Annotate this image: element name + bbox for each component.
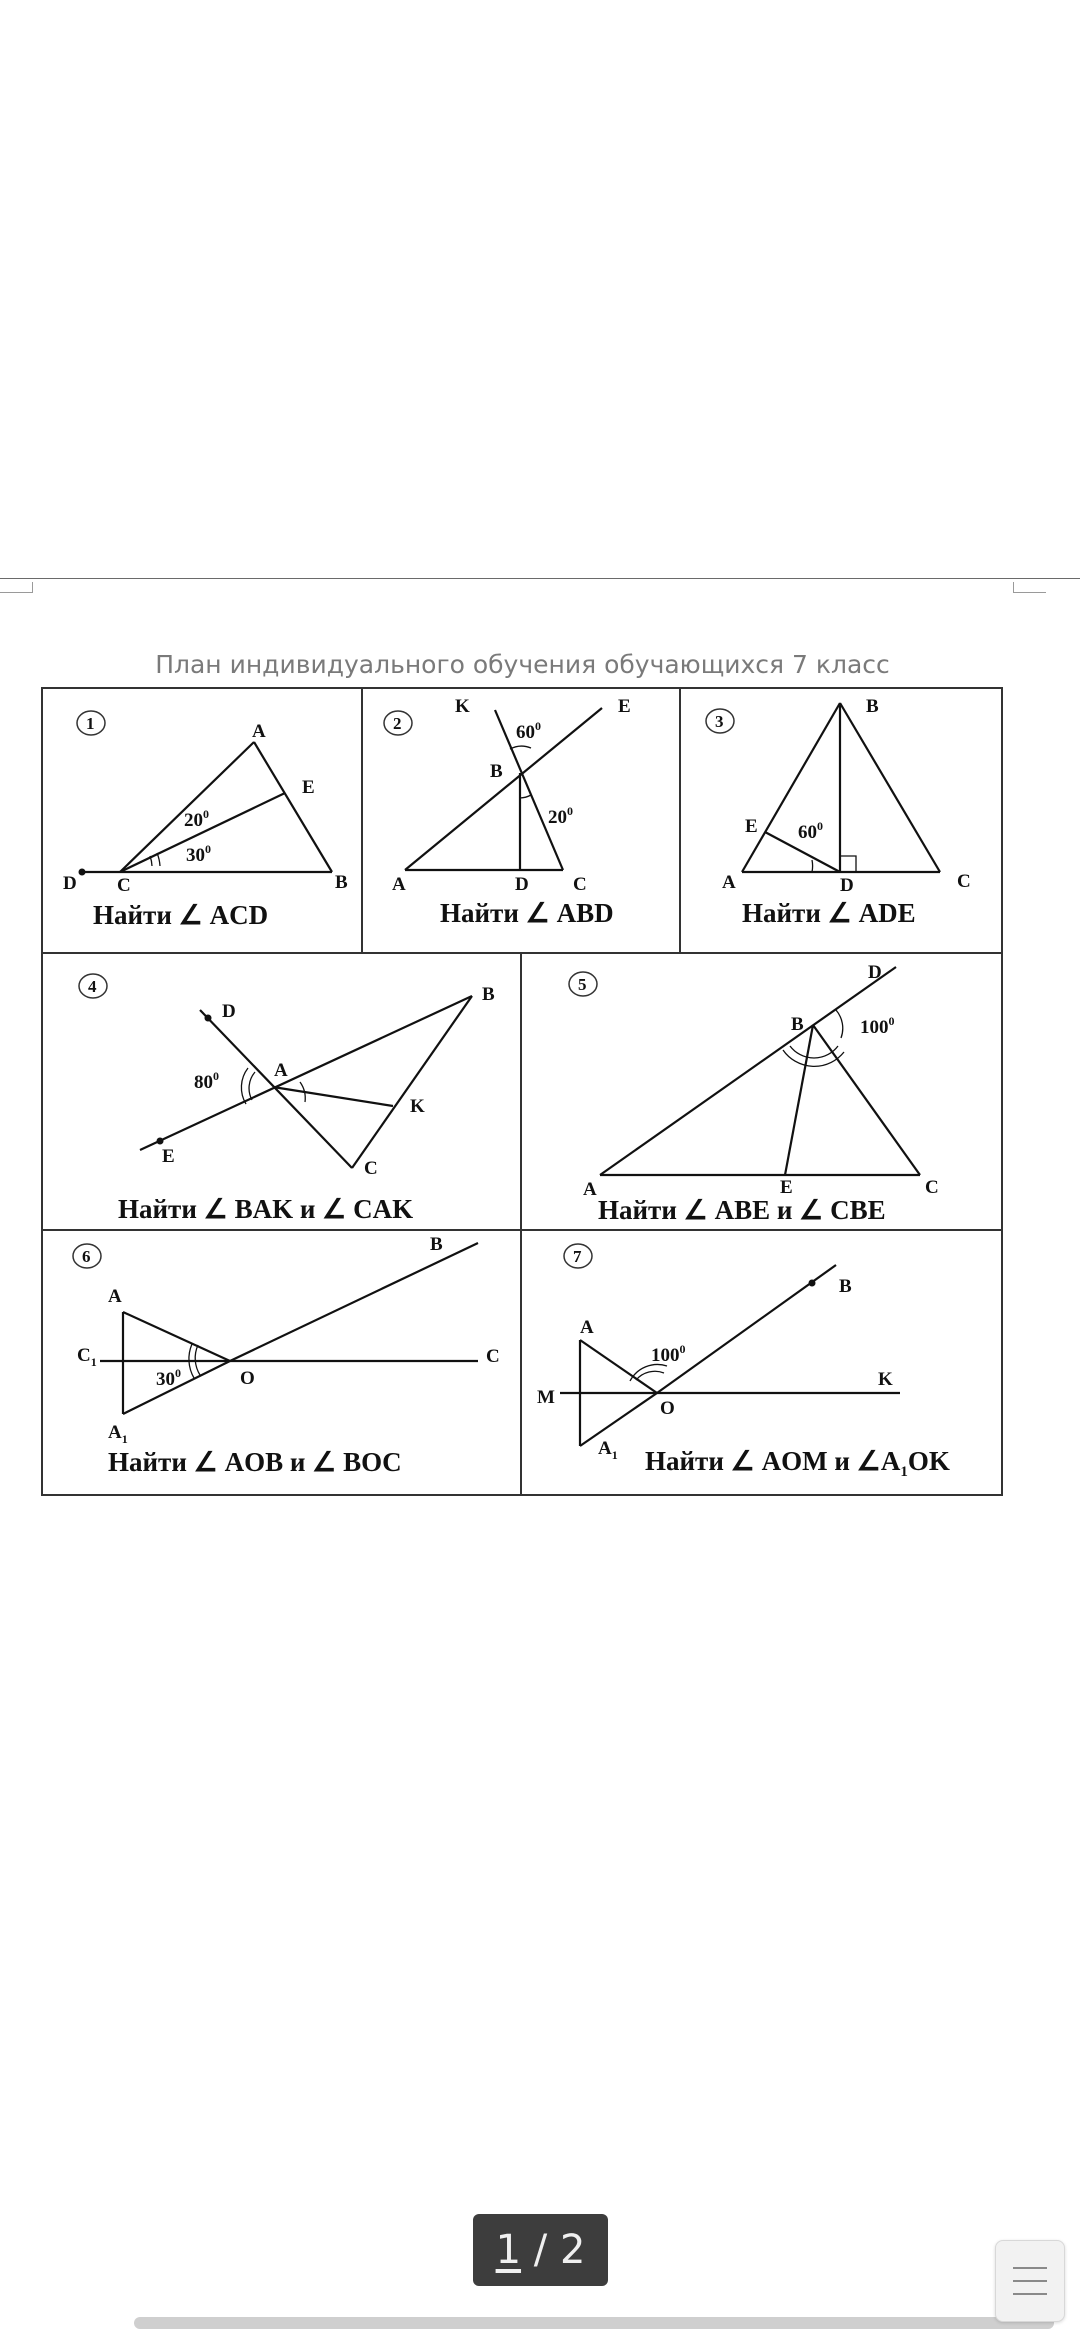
- hamburger-menu-icon[interactable]: [995, 2240, 1065, 2322]
- problem-2-label-a: A: [392, 874, 406, 895]
- problem-2-label-c: C: [573, 874, 587, 895]
- problem-1-diagram: [63, 711, 348, 930]
- problem-3-angle-60: $60^0$: [798, 819, 823, 843]
- problem-1-label-e: E: [302, 777, 315, 798]
- problem-5-label-b: B: [791, 1014, 804, 1035]
- problem-3-label-c: C: [957, 871, 971, 892]
- problem-4-task: Найти ∠ BAK и ∠ CAK: [118, 1194, 414, 1224]
- problem-1-angle-30: $30^0$: [186, 842, 211, 866]
- problem-6-angle-30: $30^0$: [156, 1366, 181, 1390]
- problem-6-diagram: [73, 1234, 500, 1477]
- problem-7-angle-100: $100^0$: [651, 1342, 686, 1366]
- problem-5-label-a: A: [583, 1179, 597, 1200]
- page-separator: /: [533, 2227, 548, 2273]
- problem-2-task: Найти ∠ ABD: [440, 898, 614, 928]
- problem-4-label-d: D: [222, 1001, 236, 1022]
- problem-4-label-e: E: [162, 1146, 175, 1167]
- problem-5-label-c: C: [925, 1177, 939, 1198]
- page-indicator: [473, 2214, 608, 2286]
- problem-2-label-b: B: [490, 761, 503, 782]
- problem-1-label-a: A: [252, 721, 266, 742]
- problem-5-task: Найти ∠ ABE и ∠ CBE: [598, 1195, 886, 1225]
- problem-5-diagram: [569, 962, 939, 1225]
- problem-7-diagram: [537, 1244, 950, 1480]
- problem-3-diagram: [706, 696, 971, 928]
- problem-7-label-b: B: [839, 1276, 852, 1297]
- page-current: 1: [495, 2227, 522, 2273]
- problem-2-angle-20: $20^0$: [548, 804, 573, 828]
- problem-6-task: Найти ∠ AOB и ∠ BOC: [108, 1447, 402, 1477]
- problem-3-label-d: D: [840, 875, 854, 896]
- page-total: 2: [559, 2227, 586, 2273]
- problem-1-label-c: C: [117, 875, 131, 896]
- problem-2-number: 2: [393, 714, 402, 733]
- problem-2-label-e: E: [618, 696, 631, 717]
- problem-4-number: 4: [88, 977, 97, 996]
- problem-7-label-a1: $A_1$: [598, 1438, 618, 1462]
- problem-1-number: 1: [86, 714, 95, 733]
- problem-3-label-a: A: [722, 872, 736, 893]
- problem-1-label-d: D: [63, 873, 77, 894]
- problem-6-label-o: O: [240, 1368, 255, 1389]
- problem-7-label-k: K: [878, 1369, 893, 1390]
- horizontal-scrollbar[interactable]: [134, 2317, 1054, 2329]
- problem-4-angle-80: $80^0$: [194, 1069, 219, 1093]
- problem-6-label-a: A: [108, 1286, 122, 1307]
- problem-6-label-b: B: [430, 1234, 443, 1255]
- problem-2-angle-60: $60^0$: [516, 719, 541, 743]
- problem-7-label-m: M: [537, 1387, 555, 1408]
- problem-2-diagram: [384, 696, 631, 928]
- problem-6-label-c1: $C_1$: [77, 1345, 97, 1369]
- problem-7-task: Найти ∠ AOM и $\angle A_1OK$: [645, 1446, 950, 1480]
- problem-3-task: Найти ∠ ADE: [742, 898, 916, 928]
- problem-6-label-c: C: [486, 1346, 500, 1367]
- problem-6-number: 6: [82, 1247, 91, 1266]
- problem-1-angle-20: $20^0$: [184, 807, 209, 831]
- problem-1-task: Найти ∠ ACD: [93, 900, 269, 930]
- problem-3-label-b: B: [866, 696, 879, 717]
- problem-7-number: 7: [573, 1247, 582, 1266]
- problem-2-label-k: K: [455, 696, 470, 717]
- problem-3-number: 3: [715, 712, 724, 731]
- problem-6-label-a1: $A_1$: [108, 1422, 128, 1446]
- document-header: План индивидуального обучения обучающихся 7 класс: [155, 650, 890, 679]
- problem-5-number: 5: [578, 975, 587, 994]
- problem-4-label-b: B: [482, 984, 495, 1005]
- problem-4-label-k: K: [410, 1096, 425, 1117]
- problem-5-label-d: D: [868, 962, 882, 983]
- problem-5-label-e: E: [780, 1177, 793, 1198]
- problem-7-label-o: O: [660, 1398, 675, 1419]
- problem-1-label-b: B: [335, 872, 348, 893]
- problem-4-label-c: C: [364, 1158, 378, 1179]
- problem-2-label-d: D: [515, 874, 529, 895]
- problem-5-angle-100: $100^0$: [860, 1014, 895, 1038]
- problem-4-diagram: [79, 974, 495, 1224]
- problem-7-label-a: A: [580, 1317, 594, 1338]
- problem-4-label-a: A: [274, 1060, 288, 1081]
- problem-3-label-e: E: [745, 816, 758, 837]
